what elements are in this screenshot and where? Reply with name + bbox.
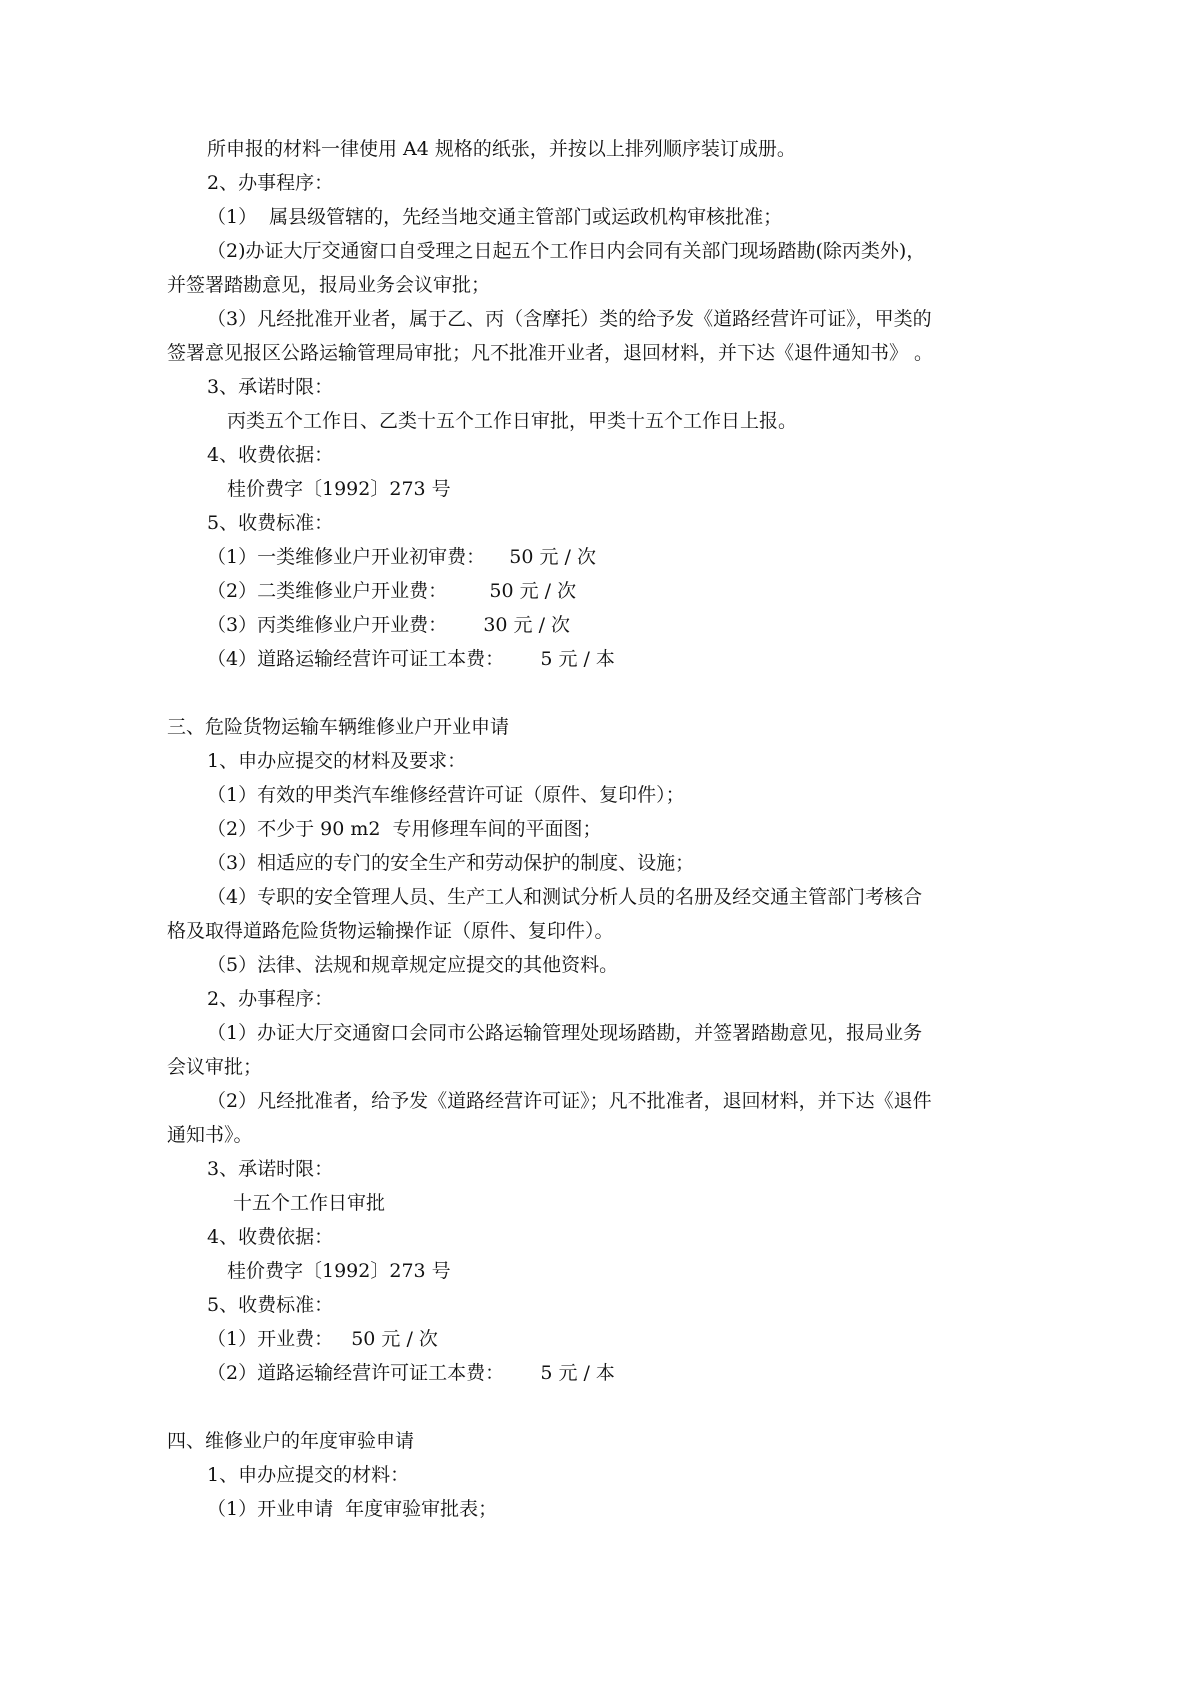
list-item: （3）凡经批准开业者，属于乙、丙（含摩托）类的给予发《道路经营许可证》，甲类的 [207,308,932,330]
fee-item: （2）二类维修业户开业费： 50 元 / 次 [207,580,577,602]
step-heading: 4、收费依据： [207,444,334,466]
list-item: （3）相适应的专门的安全生产和劳动保护的制度、设施； [207,852,695,874]
text-line: 所申报的材料一律使用 A4 规格的纸张，并按以上排列顺序装订成册。 [207,138,796,160]
list-item: （2）不少于 90 m2 专用修理车间的平面图； [207,818,602,840]
step-heading: 3、承诺时限： [207,376,334,398]
text-line: 桂价费字〔1992〕273 号 [227,478,451,500]
step-heading: 1、申办应提交的材料及要求： [207,750,467,772]
fee-item: （1）开业费： 50 元 / 次 [207,1328,438,1350]
section-heading: 三、危险货物运输车辆维修业户开业申请 [167,716,510,738]
step-heading: 2、办事程序： [207,172,334,194]
text-line: 签署意见报区公路运输管理局审批；凡不批准开业者，退回材料，并下达《退件通知书》 。 [167,342,934,364]
step-heading: 4、收费依据： [207,1226,334,1248]
text-line: 丙类五个工作日、乙类十五个工作日审批，甲类十五个工作日上报。 [227,410,798,432]
list-item: （1）办证大厅交通窗口会同市公路运输管理处现场踏勘，并签署踏勘意见，报局业务 [207,1022,923,1044]
list-item: （2)办证大厅交通窗口自受理之日起五个工作日内会同有关部门现场踏勘(除丙类外)， [207,240,926,262]
text-line: 会议审批； [167,1056,263,1078]
fee-item: （2）道路运输经营许可证工本费： 5 元 / 本 [207,1362,615,1384]
step-heading: 3、承诺时限： [207,1158,334,1180]
list-item: （1）开业申请 年度审验审批表； [207,1498,498,1520]
fee-item: （1）一类维修业户开业初审费： 50 元 / 次 [207,546,596,568]
step-heading: 1、申办应提交的材料： [207,1464,410,1486]
step-heading: 5、收费标准： [207,1294,334,1316]
fee-item: （3）丙类维修业户开业费： 30 元 / 次 [207,614,571,636]
list-item: （1） 属县级管辖的，先经当地交通主管部门或运政机构审核批准； [207,206,783,228]
fee-item: （4）道路运输经营许可证工本费： 5 元 / 本 [207,648,615,670]
step-heading: 5、收费标准： [207,512,334,534]
text-line: 十五个工作日审批 [233,1192,386,1214]
list-item: （2）凡经批准者，给予发《道路经营许可证》；凡不批准者，退回材料，并下达《退件 [207,1090,932,1112]
list-item: （1）有效的甲类汽车维修经营许可证（原件、复印件）； [207,784,685,806]
step-heading: 2、办事程序： [207,988,334,1010]
text-line: 桂价费字〔1992〕273 号 [227,1260,451,1282]
text-line: 格及取得道路危险货物运输操作证（原件、复印件）。 [167,920,614,942]
text-line: 通知书》。 [167,1124,253,1146]
text-line: 并签署踏勘意见，报局业务会议审批； [167,274,491,296]
list-item: （4）专职的安全管理人员、生产工人和测试分析人员的名册及经交通主管部门考核合 [207,886,923,908]
section-heading: 四、维修业户的年度审验申请 [167,1430,415,1452]
list-item: （5）法律、法规和规章规定应提交的其他资料。 [207,954,619,976]
